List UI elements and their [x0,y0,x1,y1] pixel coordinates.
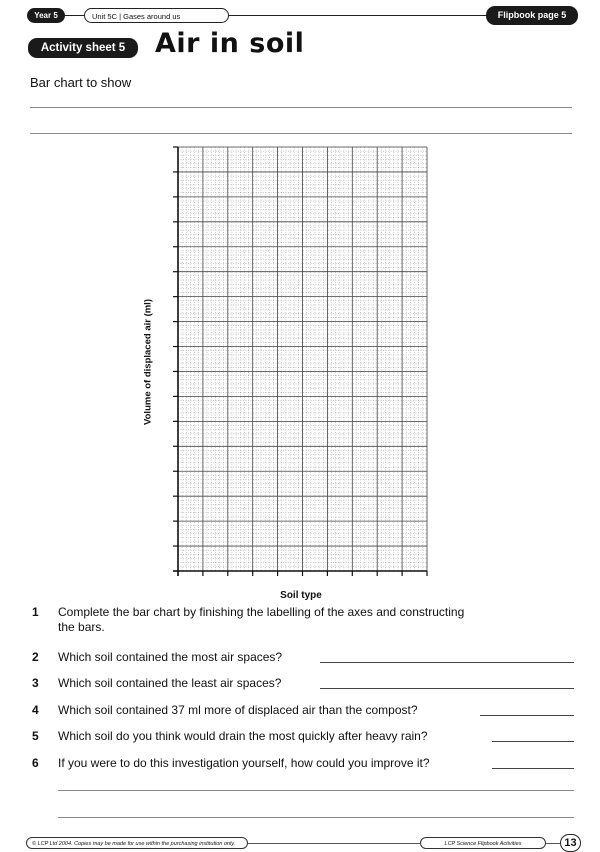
question-number: 3 [32,676,39,690]
unit-label: Unit 5C | Gases around us [84,8,229,23]
question-number: 1 [32,605,39,619]
page-title: Air in soil [155,28,305,59]
answer-line[interactable] [320,688,574,689]
question-number: 6 [32,756,39,770]
question-text: Which soil do you think would drain the most quickly after heavy rain? [58,729,428,743]
question-number: 5 [32,729,39,743]
footer-rule [248,843,420,844]
year-badge: Year 5 [27,8,65,23]
y-axis-label: Volume of displaced air (ml) [142,299,154,425]
question-text: Which soil contained 37 ml more of displaced air than the compost? [58,703,418,717]
answer-line[interactable] [320,662,574,663]
x-axis-label: Soil type [280,590,322,601]
chart-caption: Bar chart to show [30,75,132,90]
question-number: 2 [32,650,39,664]
page-number: 13 [560,834,581,852]
activity-badge: Activity sheet 5 [28,38,138,58]
copyright-notice: © LCP Ltd 2004. Copies may be made for use within the purchasing institution only. [26,837,248,849]
footer-rule [546,843,560,844]
answer-line[interactable] [58,817,574,818]
question-text: Complete the bar chart by finishing the labelling of the axes and constructing [58,605,465,619]
answer-line[interactable] [58,790,574,791]
question-text: Which soil contained the least air spaces? [58,676,282,690]
question-text: Which soil contained the most air spaces? [58,650,283,664]
series-label: LCP Science Flipbook Activities [420,837,546,849]
answer-line[interactable] [492,741,574,742]
flipbook-badge: Flipbook page 5 [486,6,578,25]
answer-line[interactable] [480,715,574,716]
question-text: If you were to do this investigation yourself, how could you improve it? [58,756,430,770]
question-text: the bars. [58,620,105,634]
question-number: 4 [32,703,39,717]
answer-line[interactable] [492,768,574,769]
